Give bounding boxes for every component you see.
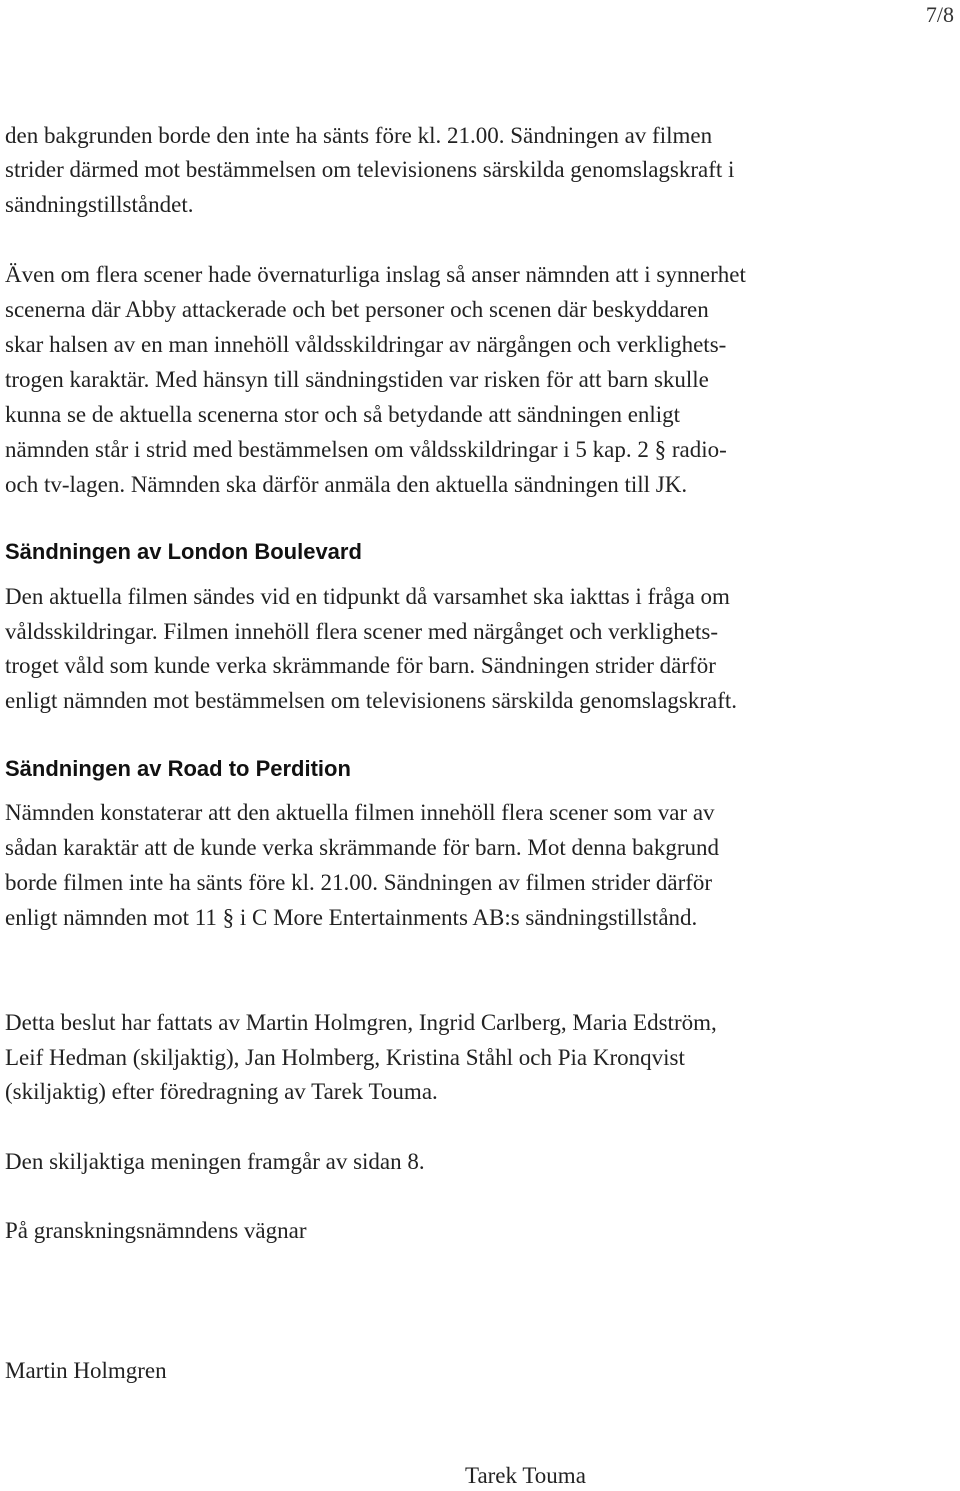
- paragraph2-line: skar halsen av en man innehöll våldsskildringar av närgången och verklighets-: [5, 332, 727, 357]
- road-section-line: Nämnden konstaterar att den aktuella filmen innehöll flera scener som var av: [5, 800, 715, 825]
- road-section-line: enligt nämnden mot 11 § i C More Entertainments AB:s sändningstillstånd.: [5, 905, 698, 930]
- rapporteur-name: Tarek Touma: [465, 1463, 586, 1488]
- road-section-line: borde filmen inte ha sänts före kl. 21.00. Sändningen av filmen strider därför: [5, 870, 713, 895]
- paragraph1-line: den bakgrunden borde den inte ha sänts före kl. 21.00. Sändningen av filmen: [5, 123, 713, 148]
- decision-line: (skiljaktig) efter föredragning av Tarek Touma.: [5, 1079, 438, 1104]
- london-section-line: Den aktuella filmen sändes vid en tidpunkt då varsamhet ska iakttas i fråga om: [5, 584, 730, 609]
- paragraph2-line: trogen karaktär. Med hänsyn till sändningstiden var risken för att barn skulle: [5, 367, 709, 392]
- paragraph2-line: nämnden står i strid med bestämmelsen om våldsskildringar i 5 kap. 2 § radio-: [5, 437, 727, 462]
- paragraph2-line: kunna se de aktuella scenerna stor och så betydande att sändningen enligt: [5, 402, 681, 427]
- section-heading-road-to-perdition: Sändningen av Road to Perdition: [5, 756, 351, 781]
- decision-line: Detta beslut har fattats av Martin Holmgren, Ingrid Carlberg, Maria Edström,: [5, 1010, 717, 1035]
- decision-line: Leif Hedman (skiljaktig), Jan Holmberg, Kristina Ståhl och Pia Kronqvist: [5, 1045, 685, 1070]
- dissent-note: Den skiljaktiga meningen framgår av sidan 8.: [5, 1149, 425, 1174]
- page-number: 7/8: [925, 2, 954, 27]
- section-heading-london-boulevard: Sändningen av London Boulevard: [5, 539, 362, 564]
- paragraph1-line: sändningstillståndet.: [5, 192, 194, 217]
- paragraph2-line: Även om flera scener hade övernaturliga inslag så anser nämnden att i synnerhet: [5, 262, 746, 287]
- paragraph2-line: scenerna där Abby attackerade och bet personer och scenen där beskyddaren: [5, 297, 709, 322]
- on-behalf-line: På granskningsnämndens vägnar: [5, 1218, 307, 1243]
- paragraph2-line: och tv-lagen. Nämnden ska därför anmäla den aktuella sändningen till JK.: [5, 472, 688, 497]
- london-section-line: våldsskildringar. Filmen innehöll flera scener med närgånget och verklighets-: [5, 619, 719, 644]
- paragraph1-line: strider därmed mot bestämmelsen om televisionens särskilda genomslagskraft i: [5, 157, 735, 182]
- london-section-line: enligt nämnden mot bestämmelsen om televisionens särskilda genomslagskraft.: [5, 688, 738, 713]
- signatory-name: Martin Holmgren: [5, 1358, 167, 1383]
- london-section-line: troget våld som kunde verka skrämmande för barn. Sändningen strider därför: [5, 653, 716, 678]
- road-section-line: sådan karaktär att de kunde verka skrämmande för barn. Mot denna bakgrund: [5, 835, 720, 860]
